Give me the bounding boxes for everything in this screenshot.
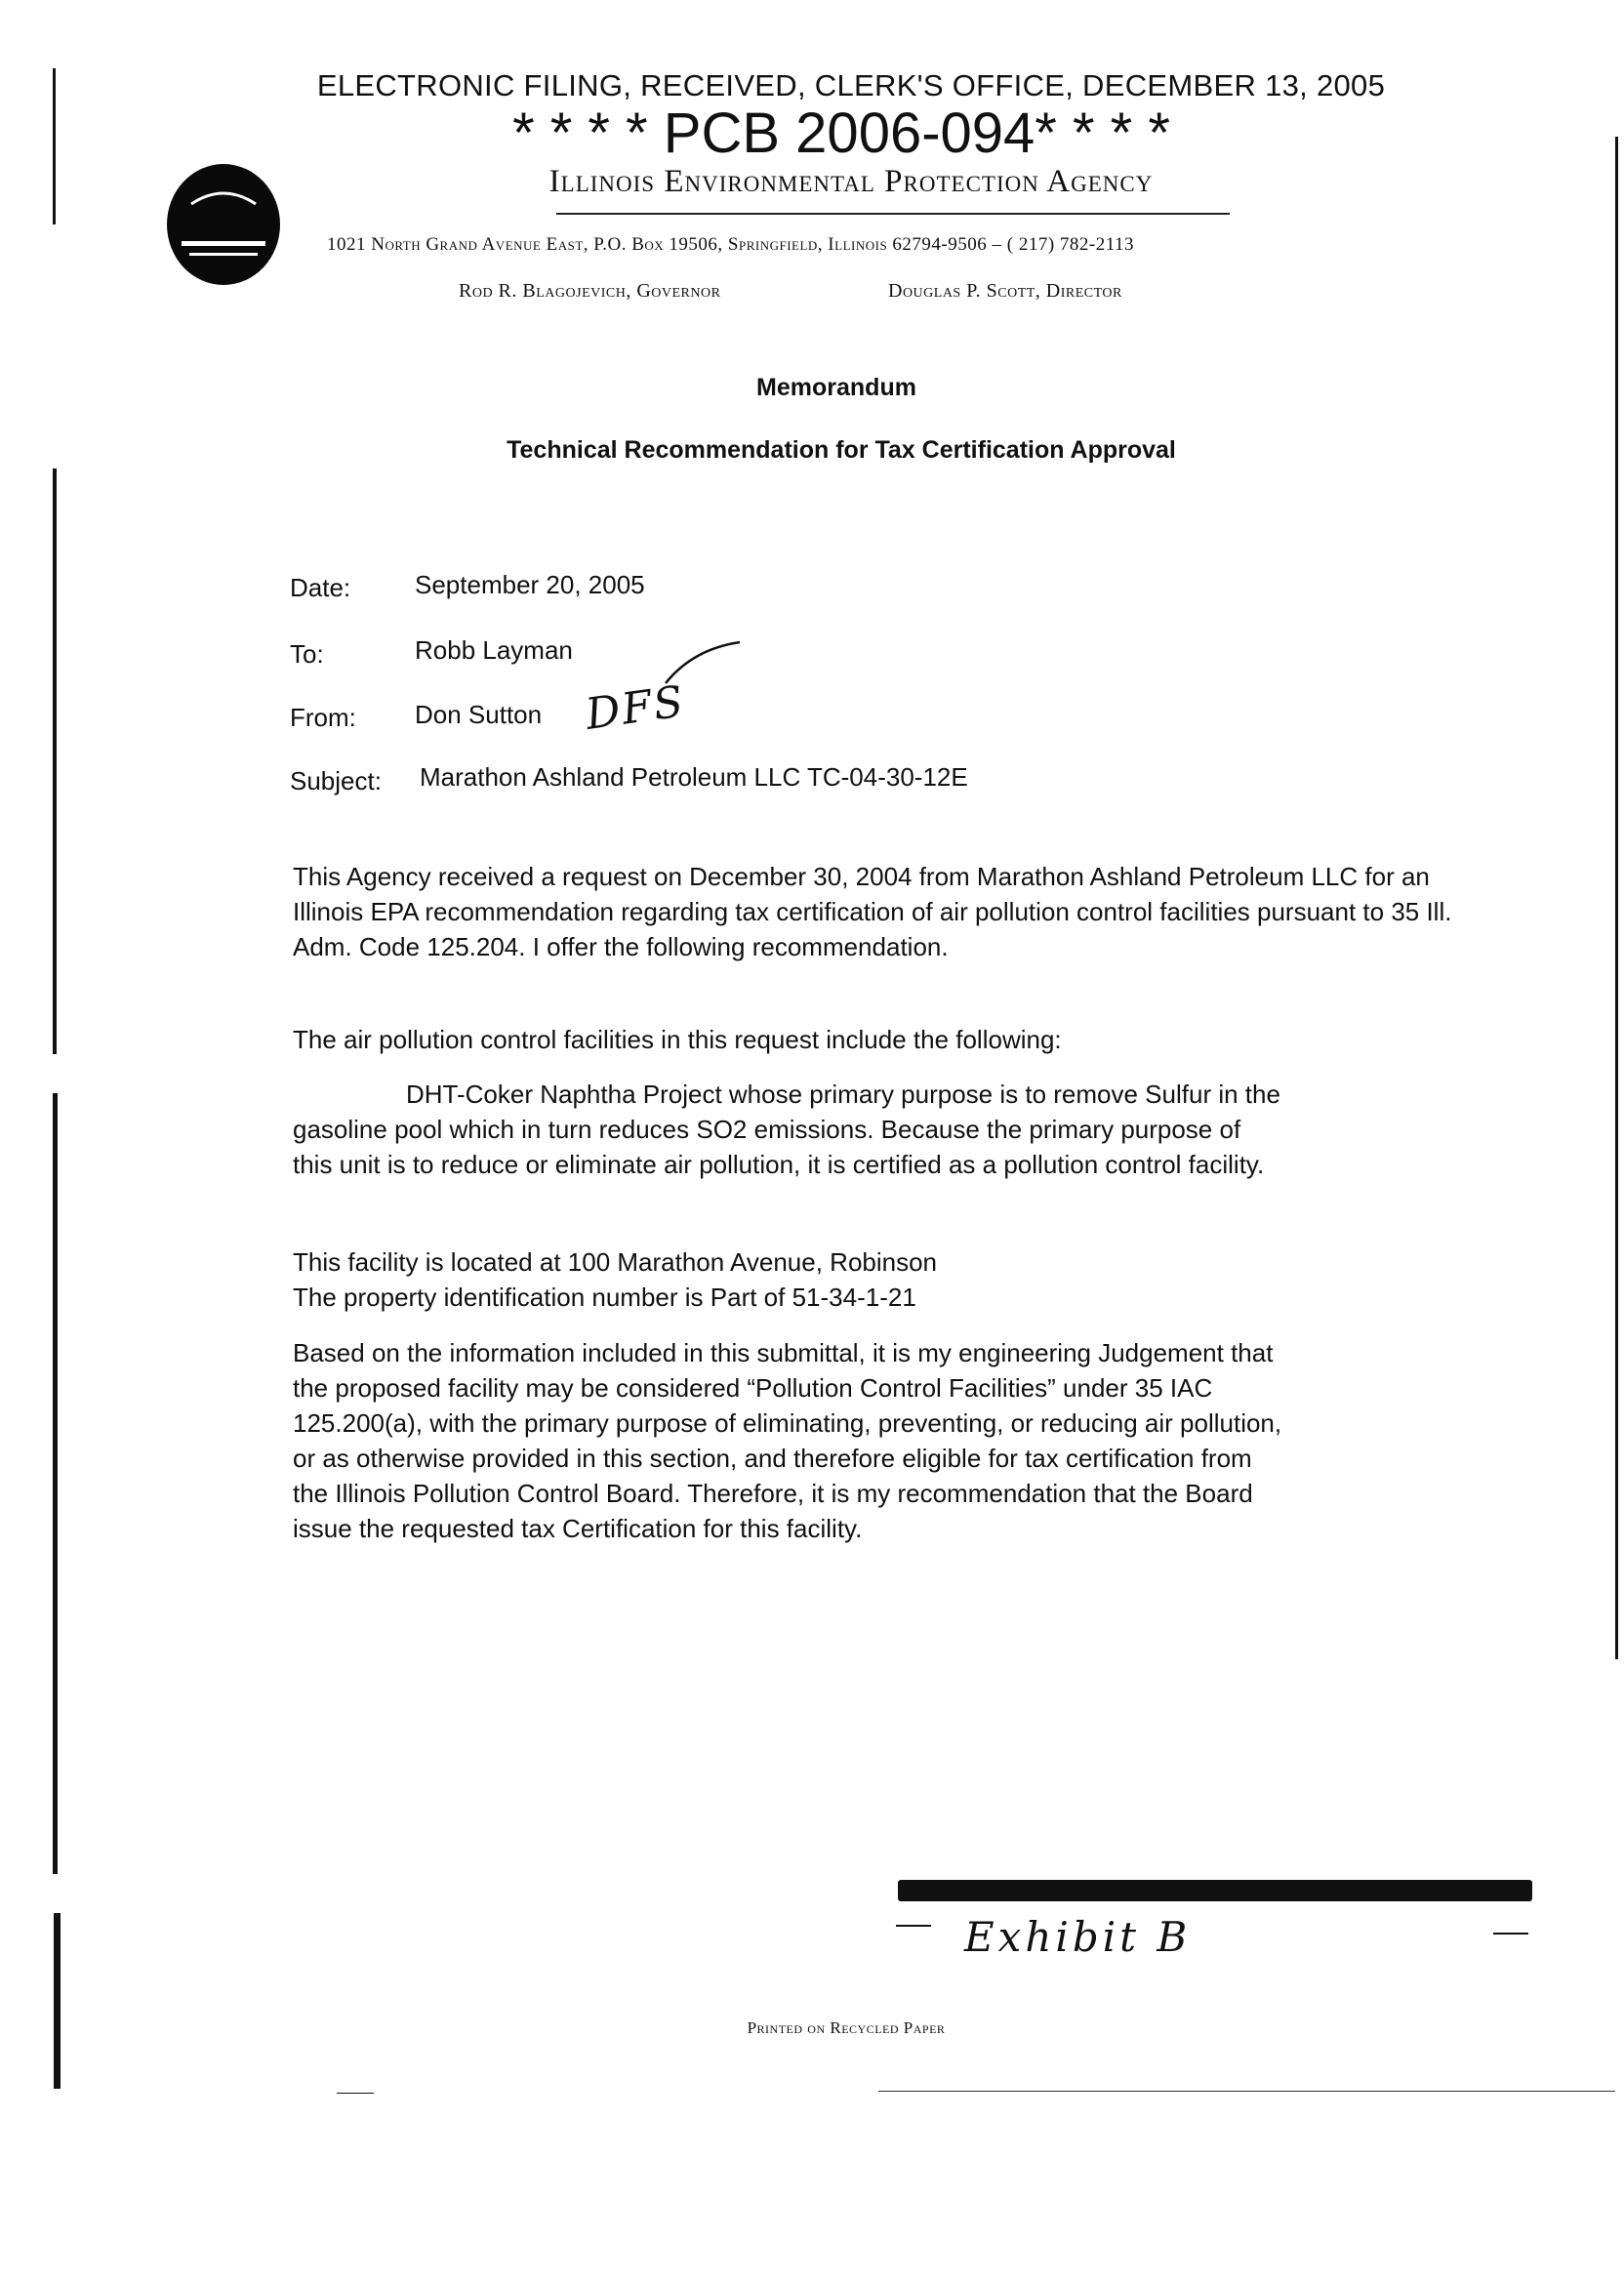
memo-subtitle: Technical Recommendation for Tax Certification Approval	[507, 436, 1176, 464]
paragraph-recommendation-line: 125.200(a), with the primary purpose of eliminating, preventing, or reducing air pollution,	[293, 1408, 1282, 1438]
paragraph-project-line: DHT-Coker Naphtha Project whose primary purpose is to remove Sulfur in the	[406, 1080, 1280, 1109]
memo-title: Memorandum	[756, 374, 916, 401]
paragraph-project-line: this unit is to reduce or eliminate air pollution, it is certified as a pollution control facility.	[293, 1150, 1265, 1179]
paragraph-recommendation-line: or as otherwise provided in this section, and therefore eligible for tax certification from	[293, 1444, 1252, 1473]
dash-mark-left	[896, 1925, 931, 1927]
paragraph-location	[293, 1244, 1620, 1315]
filing-stamp: ELECTRONIC FILING, RECEIVED, CLERK'S OFFICE, DECEMBER 13, 2005	[316, 68, 1386, 102]
paragraph-project-line: gasoline pool which in turn reduces SO2 emissions. Because the primary purpose of	[293, 1115, 1241, 1144]
agency-address: 1021 North Grand Avenue East, P.O. Box 19506, Springfield, Illinois 62794-9506 – ( 217) 782-2113	[327, 234, 1135, 255]
date-value: September 20, 2005	[415, 570, 645, 599]
paragraph-request-line: Illinois EPA recommendation regarding tax certification of air pollution control facilities pursuant to 35 Ill.	[293, 897, 1452, 926]
paragraph-recommendation-line: the Illinois Pollution Control Board. Therefore, it is my recommendation that the Board	[293, 1479, 1253, 1508]
case-number: * * * * PCB 2006-094* * * *	[512, 102, 1170, 165]
header-rule	[556, 213, 1230, 215]
paragraph-request-line: Adm. Code 125.204. I offer the following recommendation.	[293, 932, 949, 961]
subject-label: Subject:	[290, 766, 382, 795]
to-label: To:	[290, 639, 324, 669]
initials-flourish-icon	[664, 639, 742, 688]
governor-name: Rod R. Blagojevich, Governor	[459, 280, 721, 302]
paragraph-project	[293, 1077, 1620, 1182]
paragraph-request	[293, 859, 1620, 964]
paragraph-recommendation	[293, 1335, 1620, 1546]
agency-name: Illinois Environmental Protection Agency	[548, 164, 1154, 199]
date-label: Date:	[290, 573, 351, 602]
dash-mark-right	[1493, 1933, 1528, 1935]
scan-edge-bar-mid	[53, 469, 57, 1054]
scan-edge-bar-lower	[53, 1093, 58, 1874]
to-value: Robb Layman	[415, 635, 573, 665]
subject-value: Marathon Ashland Petroleum LLC TC-04-30-12E	[420, 762, 968, 792]
paragraph-facilities-intro	[293, 1022, 1620, 1057]
recycled-paper-note: Printed on Recycled Paper	[747, 2018, 946, 2037]
exhibit-label: Exhibit B	[964, 1913, 1192, 1961]
paragraph-recommendation-line: issue the requested tax Certification for this facility.	[293, 1514, 863, 1543]
paragraph-recommendation-line: the proposed facility may be considered “Pollution Control Facilities” under 35 IAC	[293, 1373, 1213, 1403]
redaction-bar	[898, 1880, 1532, 1901]
from-label: From:	[290, 703, 356, 732]
handwritten-initials: DFS	[582, 676, 689, 740]
scan-edge-bar-bottom	[54, 1913, 61, 2089]
director-name: Douglas P. Scott, Director	[888, 280, 1122, 302]
scan-line-bottom-left	[337, 2093, 374, 2094]
scan-line-bottom-right	[878, 2091, 1615, 2092]
paragraph-request-line: This Agency received a request on December 30, 2004 from Marathon Ashland Petroleum LLC for an	[293, 862, 1430, 891]
paragraph-location-line: This facility is located at 100 Marathon Avenue, Robinson	[293, 1247, 938, 1277]
paragraph-facilities-intro-line: The air pollution control facilities in this request include the following:	[293, 1025, 1062, 1054]
from-value: Don Sutton	[415, 700, 543, 729]
paragraph-location-line: The property identification number is Part of 51-34-1-21	[293, 1283, 916, 1312]
paragraph-recommendation-line: Based on the information included in this submittal, it is my engineering Judgement that	[293, 1338, 1274, 1367]
